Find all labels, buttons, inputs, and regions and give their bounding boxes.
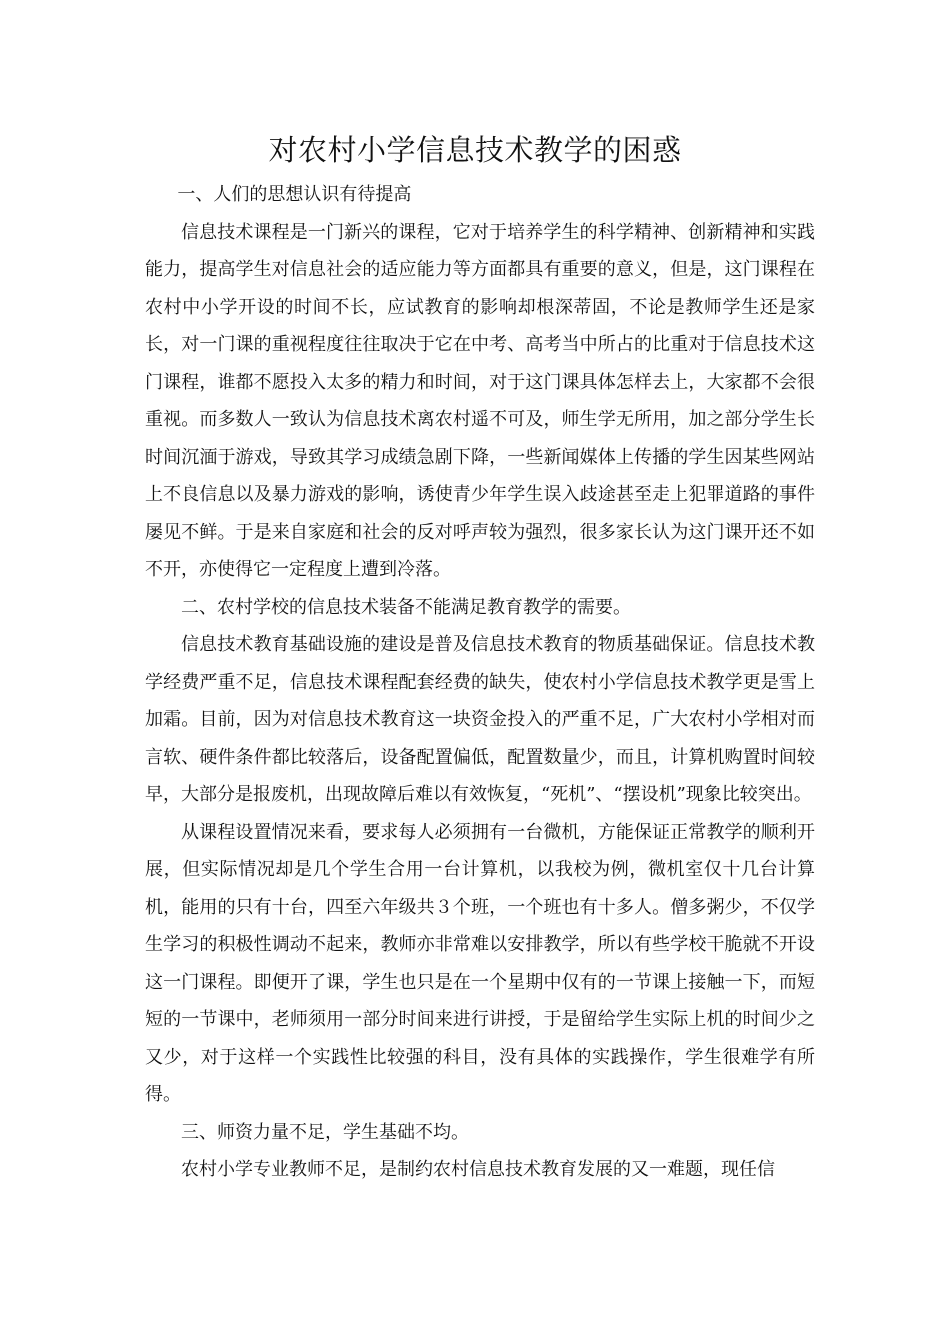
paragraph-2: 信息技术教育基础设施的建设是普及信息技术教育的物质基础保证。信息技术教学经费严重不足，信息技术课程配套经费的缺失，使农村小学信息技术教学更是雪上加霜。目前，因为对信息技术教育这一块资金投入的严重不足，广大农村小学相对而言软、硬件条件都比较落后，设备配置偏低，配置数量少，而且，计算机购置时间较早，大部分是报废机，出现故障后难以有效恢复，“死机”、“摆设机”现象比较突出。 <box>145 634 815 805</box>
section-heading-2: 二、农村学校的信息技术装备不能满足教育教学的需要。 <box>181 596 631 618</box>
document-title: 对农村小学信息技术教学的困惑 <box>268 133 682 167</box>
paragraph-3: 从课程设置情况来看，要求每人必须拥有一台微机，方能保证正常教学的顺利开展，但实际情况却是几个学生合用一台计算机，以我校为例，微机室仅十几台计算机，能用的只有十台，四至六年级共３个班，一个班也有十多人。僧多粥少，不仅学生学习的积极性调动不起来，教师亦非常难以安排教学，所以有些学校干脆就不开设这一门课程。即便开了课，学生也只是在一个星期中仅有的一节课上接触一下，而短短的一节课中，老师须用一部分时间来进行讲授，于是留给学生实际上机的时间少之又少，对于这样一个实践性比较强的科目，没有具体的实践操作，学生很难学有所得。 <box>145 821 815 1105</box>
section-heading-3: 三、师资力量不足，学生基础不均。 <box>181 1121 469 1143</box>
paragraph-4: 农村小学专业教师不足，是制约农村信息技术教育发展的又一难题，现任信 <box>181 1159 775 1180</box>
document-body <box>145 176 815 1189</box>
section-heading-1: 一、人们的思想认识有待提高 <box>177 184 412 205</box>
paragraph-1: 信息技术课程是一门新兴的课程，它对于培养学生的科学精神、创新精神和实践能力，提高学生对信息社会的适应能力等方面都具有重要的意义，但是，这门课程在农村中小学开设的时间不长，应试教育的影响却根深蒂固，不论是教师学生还是家长，对一门课的重视程度往往取决于它在中考、高考当中所占的比重对于信息技术这门课程，谁都不愿投入太多的精力和时间，对于这门课具体怎样去上，大家都不会很重视。而多数人一致认为信息技术离农村遥不可及，师生学无所用，加之部分学生长时间沉湎于游戏，导致其学习成绩急剧下降，一些新闻媒体上传播的学生因某些网站上不良信息以及暴力游戏的影响，诱使青少年学生误入歧途甚至走上犯罪道路的事件屡见不鲜。于是来自家庭和社会的反对呼声较为强烈，很多家长认为这门课开还不如不开，亦使得它一定程度上遭到冷落。 <box>145 221 815 580</box>
